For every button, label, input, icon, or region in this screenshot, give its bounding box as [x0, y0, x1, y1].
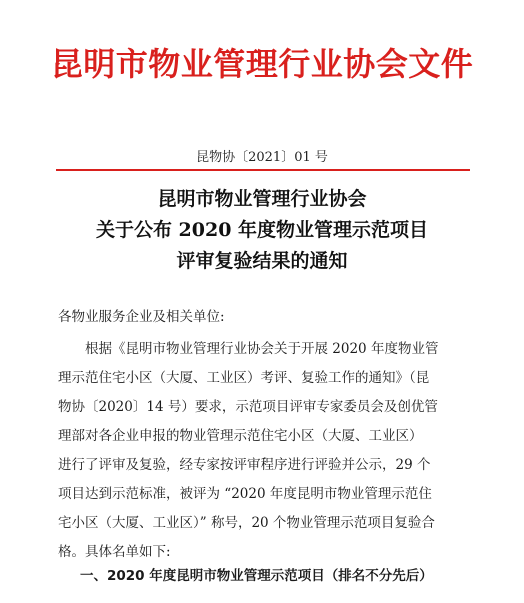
body-line: 理部对各企业申报的物业管理示范住宅小区（大厦、工业区）: [58, 428, 423, 444]
title-line-2: 关于公布 2020 年度物业管理示范项目: [95, 219, 429, 241]
body-line: 宅小区（大厦、工业区）” 称号，20 个物业管理示范项目复验合: [58, 515, 435, 531]
red-divider: [56, 169, 470, 171]
body-line: 格。具体名单如下:: [58, 544, 171, 560]
body-line: 理示范住宅小区（大厦、工业区）考评、复验工作的通知》（昆: [58, 370, 430, 386]
title-line-3: 评审复验结果的通知: [176, 250, 348, 272]
body-line: 根据《昆明市物业管理行业协会关于开展 2020 年度物业管: [85, 341, 439, 357]
document-header: 昆明市物业管理行业协会文件: [50, 45, 474, 83]
body-line: 进行了评审及复验，经专家按评审程序进行评验并公示，29 个: [58, 457, 431, 473]
salutation: 各物业服务企业及相关单位:: [58, 309, 225, 325]
document-number: 昆物协〔2021〕01 号: [196, 150, 328, 165]
section-heading: 一、2020 年度昆明市物业管理示范项目（排名不分先后）: [80, 568, 433, 584]
body-line: 项目达到示范标准，被评为 “2020 年度昆明市物业管理示范住: [58, 486, 432, 502]
body-line: 物协〔2020〕14 号）要求，示范项目评审专家委员会及创优管: [58, 399, 438, 415]
title-line-1: 昆明市物业管理行业协会: [157, 188, 367, 210]
